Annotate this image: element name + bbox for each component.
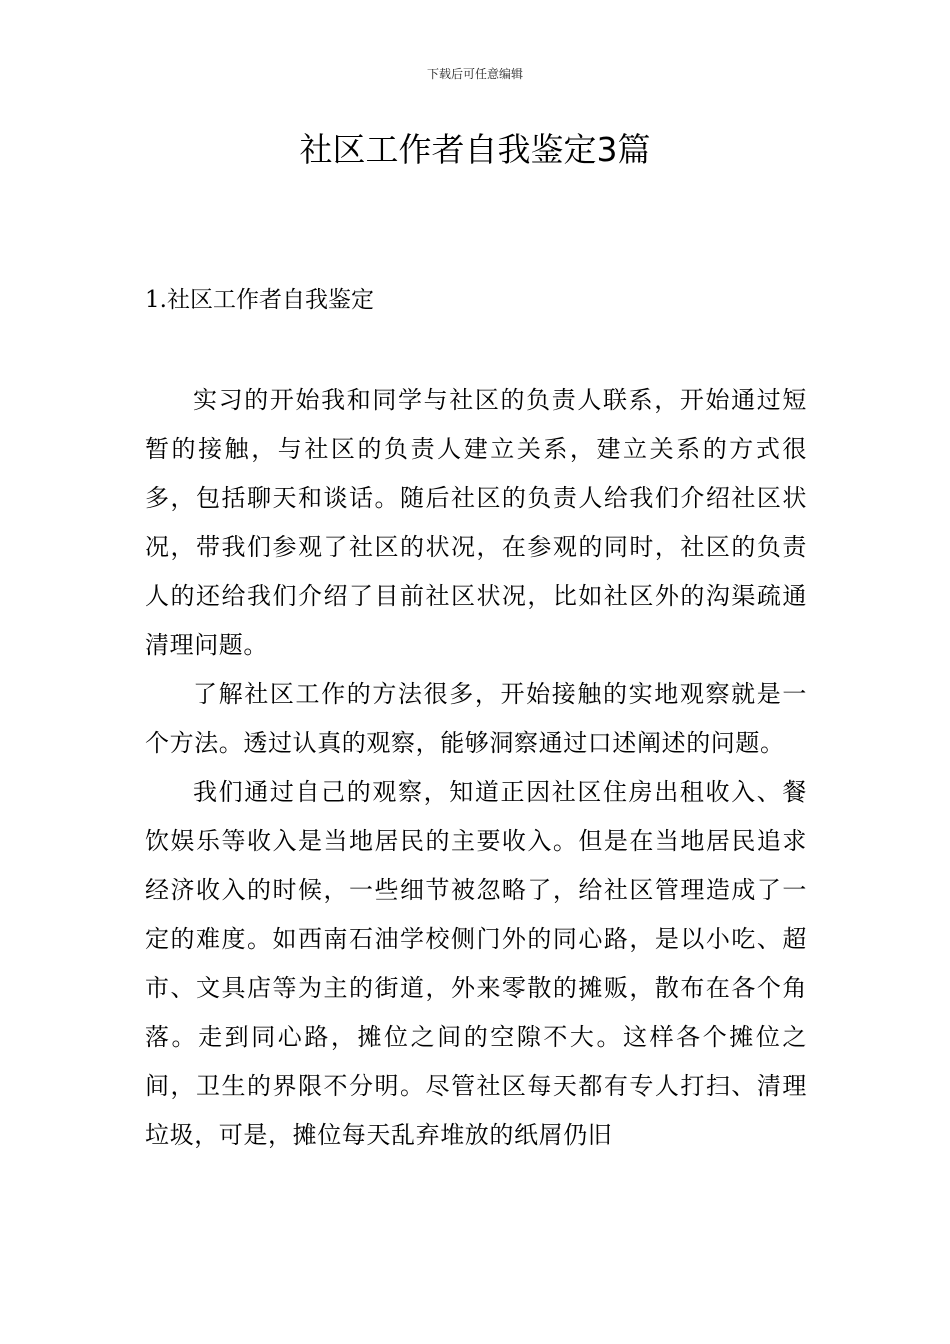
page-title: 社区工作者自我鉴定3篇 [299,130,651,169]
section-heading: 1.社区工作者自我鉴定 [145,287,374,313]
paragraph-2: 了解社区工作的方法很多，开始接触的实地观察就是一个方法。透过认真的观察，能够洞察通过口述阐述的问题。 [145,680,807,757]
body-text [145,376,807,1160]
header-note: 下载后可任意编辑 [426,67,523,81]
paragraph-3: 我们通过自己的观察，知道正因社区住房出租收入、餐饮娱乐等收入是当地居民的主要收入。但是在当地居民追求经济收入的时候，一些细节被忽略了，给社区管理造成了一定的难度。如西南石油学校侧门外的同心路，是以小吃、超市、文具店等为主的街道，外来零散的摊贩，散布在各个角落。走到同心路，摊位之间的空隙不大。这样各个摊位之间，卫生的界限不分明。尽管社区每天都有专人打扫、清理垃圾，可是，摊位每天乱弃堆放的纸屑仍旧 [145,778,807,1149]
paragraph-1: 实习的开始我和同学与社区的负责人联系，开始通过短暂的接触，与社区的负责人建立关系，建立关系的方式很多，包括聊天和谈话。随后社区的负责人给我们介绍社区状况，带我们参观了社区的状况，在参观的同时，社区的负责人的还给我们介绍了目前社区状况，比如社区外的沟渠疏通清理问题。 [145,386,807,659]
